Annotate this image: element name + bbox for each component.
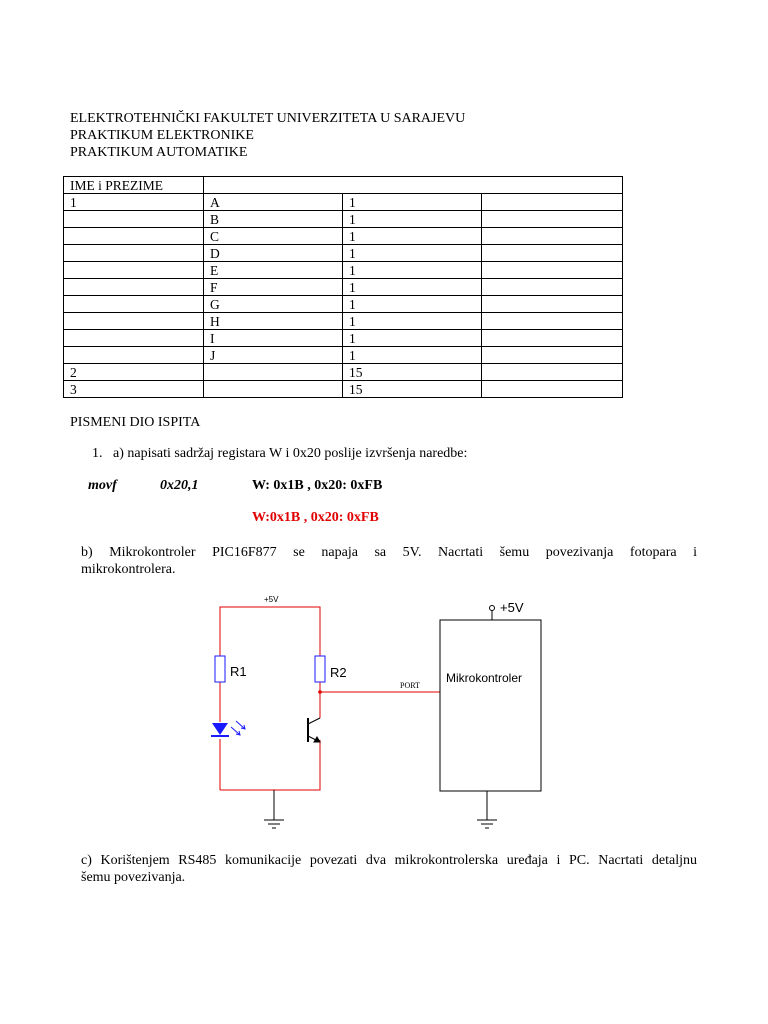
instruction-mnemonic: movf [88, 478, 117, 493]
table-cell: 1 [64, 194, 204, 211]
table-cell: 1 [343, 279, 482, 296]
mcu-supply-terminal-icon [490, 606, 495, 611]
table-cell: E [204, 262, 343, 279]
question-1b-line2: mikrokontrolera. [81, 562, 176, 577]
supply-left-label: +5V [264, 595, 279, 604]
name-label-cell: IME i PREZIME [64, 177, 204, 194]
table-cell: 3 [64, 381, 204, 398]
question-1c-line1 [81, 852, 697, 869]
mcu-label: Mikrokontroler [446, 671, 523, 685]
table-cell: 2 [64, 364, 204, 381]
course-title-1: PRAKTIKUM ELEKTRONIKE [70, 128, 254, 143]
table-cell: 1 [343, 296, 482, 313]
table-cell: F [204, 279, 343, 296]
answer-red: W:0x1B , 0x20: 0xFB [252, 510, 379, 525]
faculty-title: ELEKTROTEHNIČKI FAKULTET UNIVERZITETA U SARAJEVU [70, 111, 466, 126]
table-cell: J [204, 347, 343, 364]
table-cell: 1 [343, 313, 482, 330]
photodiode-icon [211, 721, 245, 736]
section-title: PISMENI DIO ISPITA [70, 415, 201, 430]
table-cell: C [204, 228, 343, 245]
junction-dot [318, 690, 322, 694]
table-cell: A [204, 194, 343, 211]
table-cell: 1 [343, 211, 482, 228]
table-cell: 1 [343, 347, 482, 364]
ground-rail-wire [220, 740, 320, 790]
table-cell: 1 [343, 330, 482, 347]
table-cell: D [204, 245, 343, 262]
resistor-r2-icon [315, 656, 325, 682]
ground-right-icon [477, 791, 497, 828]
table-cell: I [204, 330, 343, 347]
question-1b-text1: b) Mikrokontroler PIC16F877 se napaja sa 5V. Nacrtati šemu povezivanja fotopara i [81, 545, 697, 560]
supply-right-label: +5V [500, 600, 524, 615]
table-cell: H [204, 313, 343, 330]
answer-black: W: 0x1B , 0x20: 0xFB [252, 478, 383, 493]
instruction-operand: 0x20,1 [160, 478, 199, 493]
question-number: 1. [92, 446, 103, 461]
supply-rail-wire [220, 607, 320, 656]
question-1c-line2: šemu povezivanja. [81, 870, 186, 885]
table-cell: 1 [343, 194, 482, 211]
phototransistor-icon [308, 718, 320, 742]
course-title-2: PRAKTIKUM AUTOMATIKE [70, 145, 248, 160]
table-cell: B [204, 211, 343, 228]
table-cell: G [204, 296, 343, 313]
table-cell: 15 [343, 381, 482, 398]
table-cell: 1 [343, 262, 482, 279]
question-1c-text1: c) Korištenjem RS485 komunikacije povezati dva mikrokontrolerska uređaja i PC. Nacrtati detaljnu [81, 853, 697, 868]
table-cell: 15 [343, 364, 482, 381]
table-cell: 1 [343, 245, 482, 262]
r1-label: R1 [230, 664, 247, 679]
microcontroller-box [440, 620, 541, 791]
port-label: PORT [400, 681, 420, 690]
question-1a-text: a) napisati sadržaj registara W i 0x20 poslije izvršenja naredbe: [113, 446, 468, 461]
ground-left-icon [264, 790, 284, 828]
circuit-wires [220, 607, 440, 790]
resistor-r1-icon [215, 656, 225, 682]
table-cell: 1 [343, 228, 482, 245]
r2-label: R2 [330, 665, 347, 680]
